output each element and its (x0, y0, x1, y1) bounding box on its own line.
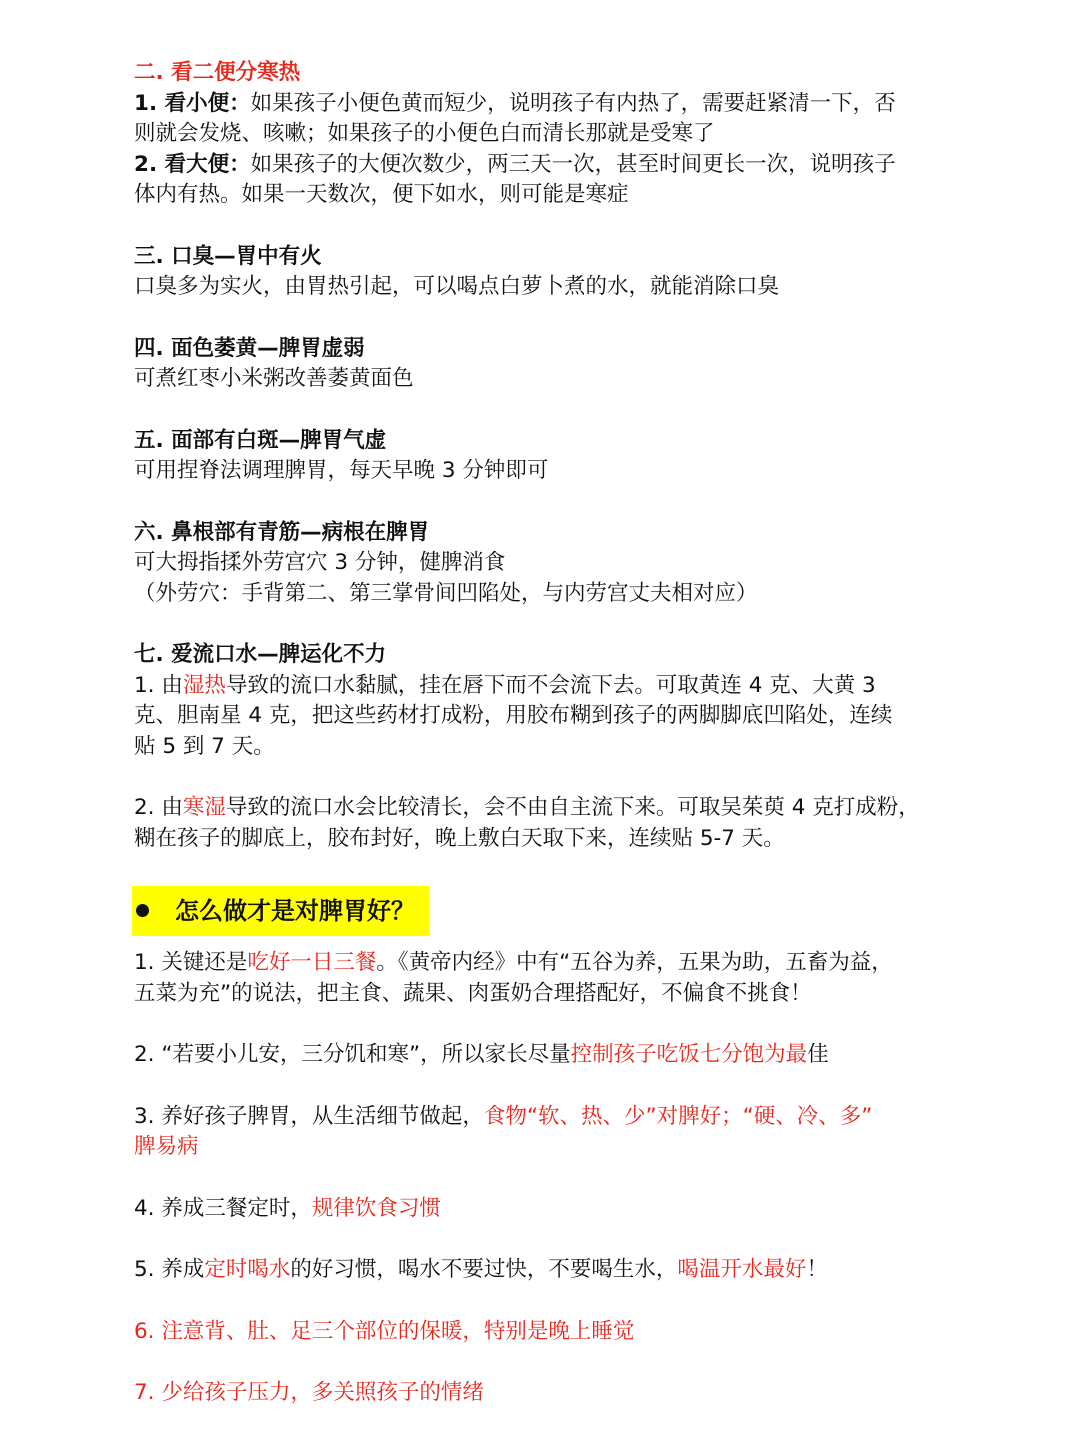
section-5-text: 可用捏脊法调理脾胃，每天早晚 3 分钟即可 (134, 458, 549, 483)
section-7-para-1-end: 贴 5 到 7 天。 (134, 733, 275, 759)
section-7-para-1-cont: 克、胆南星 4 克，把这些药材打成粉，用胶布糊到孩子的两脚脚底凹陷处，连续 (134, 703, 893, 728)
tip-1: 1. 关键还是吃好一日三餐。《黄帝内经》中有“五谷为养，五果为助，五畜为益， (134, 950, 893, 975)
section-4-text: 可煮红枣小米粥改善萎黄面色 (134, 366, 414, 391)
section-7-para-2: 2. 由寒湿导致的流口水会比较清长，会不由自主流下来。可取吴茱萸 4 克打成粉， (134, 795, 920, 820)
urine-label: 1. 看小便： (134, 90, 251, 116)
tip-4: 4. 养成三餐定时，规律饮食习惯 (134, 1195, 441, 1221)
tip-3: 3. 养好孩子脾胃，从生活细节做起，食物“软、热、少”对脾好；“硬、冷、多” (134, 1103, 873, 1129)
section-6-text: 可大拇指揉外劳宫穴 3 分钟，健脾消食 (134, 550, 506, 575)
bullet-icon (136, 904, 149, 917)
tip-6: 6. 注意背、肚、足三个部位的保暖，特别是晚上睡觉 (134, 1318, 635, 1344)
stool-label: 2. 看大便： (134, 151, 251, 177)
tip-2: 2. “若要小儿安，三分饥和寒”，所以家长尽量控制孩子吃饭七分饱为最佳 (134, 1042, 829, 1067)
section-7-para-1: 1. 由湿热导致的流口水黏腻，挂在唇下而不会流下去。可取黄连 4 克、大黄 3 (134, 672, 876, 698)
section-2-para-1: 1. 看小便：如果孩子小便色黄而短少，说明孩子有内热了，需要赶紧清一下，否 (134, 90, 896, 116)
section-6-title: 六. 鼻根部有青筋—病根在脾胃 (134, 519, 430, 545)
section-7-para-2-cont: 糊在孩子的脚底上，胶布封好，晚上敷白天取下来，连续贴 5-7 天。 (134, 825, 785, 851)
section-2-title: 二. 看二便分寒热 (134, 60, 301, 85)
section-6-note: （外劳穴：手背第二、第三掌骨间凹陷处，与内劳宫丈夫相对应） (134, 580, 758, 606)
tip-5: 5. 养成定时喝水的好习惯，喝水不要过快，不要喝生水，喝温开水最好！ (134, 1257, 828, 1282)
section-3-text: 口臭多为实火，由胃热引起，可以喝点白萝卜煮的水，就能消除口臭 (134, 274, 780, 299)
article-body (134, 58, 954, 1409)
tip-3-cont: 脾易病 (134, 1134, 199, 1159)
section-5-title: 五. 面部有白斑—脾胃气虚 (134, 427, 387, 453)
section-2-para-2-cont: 体内有热。如果一天数次，便下如水，则可能是寒症 (134, 182, 629, 207)
section-4-title: 四. 面色萎黄—脾胃虚弱 (134, 335, 365, 361)
tips-heading: 怎么做才是对脾胃好？ (134, 886, 954, 936)
section-3-title: 三. 口臭—胃中有火 (134, 243, 322, 269)
tip-1-cont: 五菜为充”的说法，把主食、蔬果、肉蛋奶合理搭配好，不偏食不挑食！ (134, 980, 812, 1006)
section-7-title: 七. 爱流口水—脾运化不力 (134, 642, 387, 667)
section-2-para-2: 2. 看大便：如果孩子的大便次数少，两三天一次，甚至时间更长一次，说明孩子 (134, 151, 896, 177)
tip-7: 7. 少给孩子压力，多关照孩子的情绪 (134, 1380, 484, 1405)
section-2-para-1-cont: 则就会发烧、咳嗽；如果孩子的小便色白而清长那就是受寒了 (134, 121, 715, 146)
